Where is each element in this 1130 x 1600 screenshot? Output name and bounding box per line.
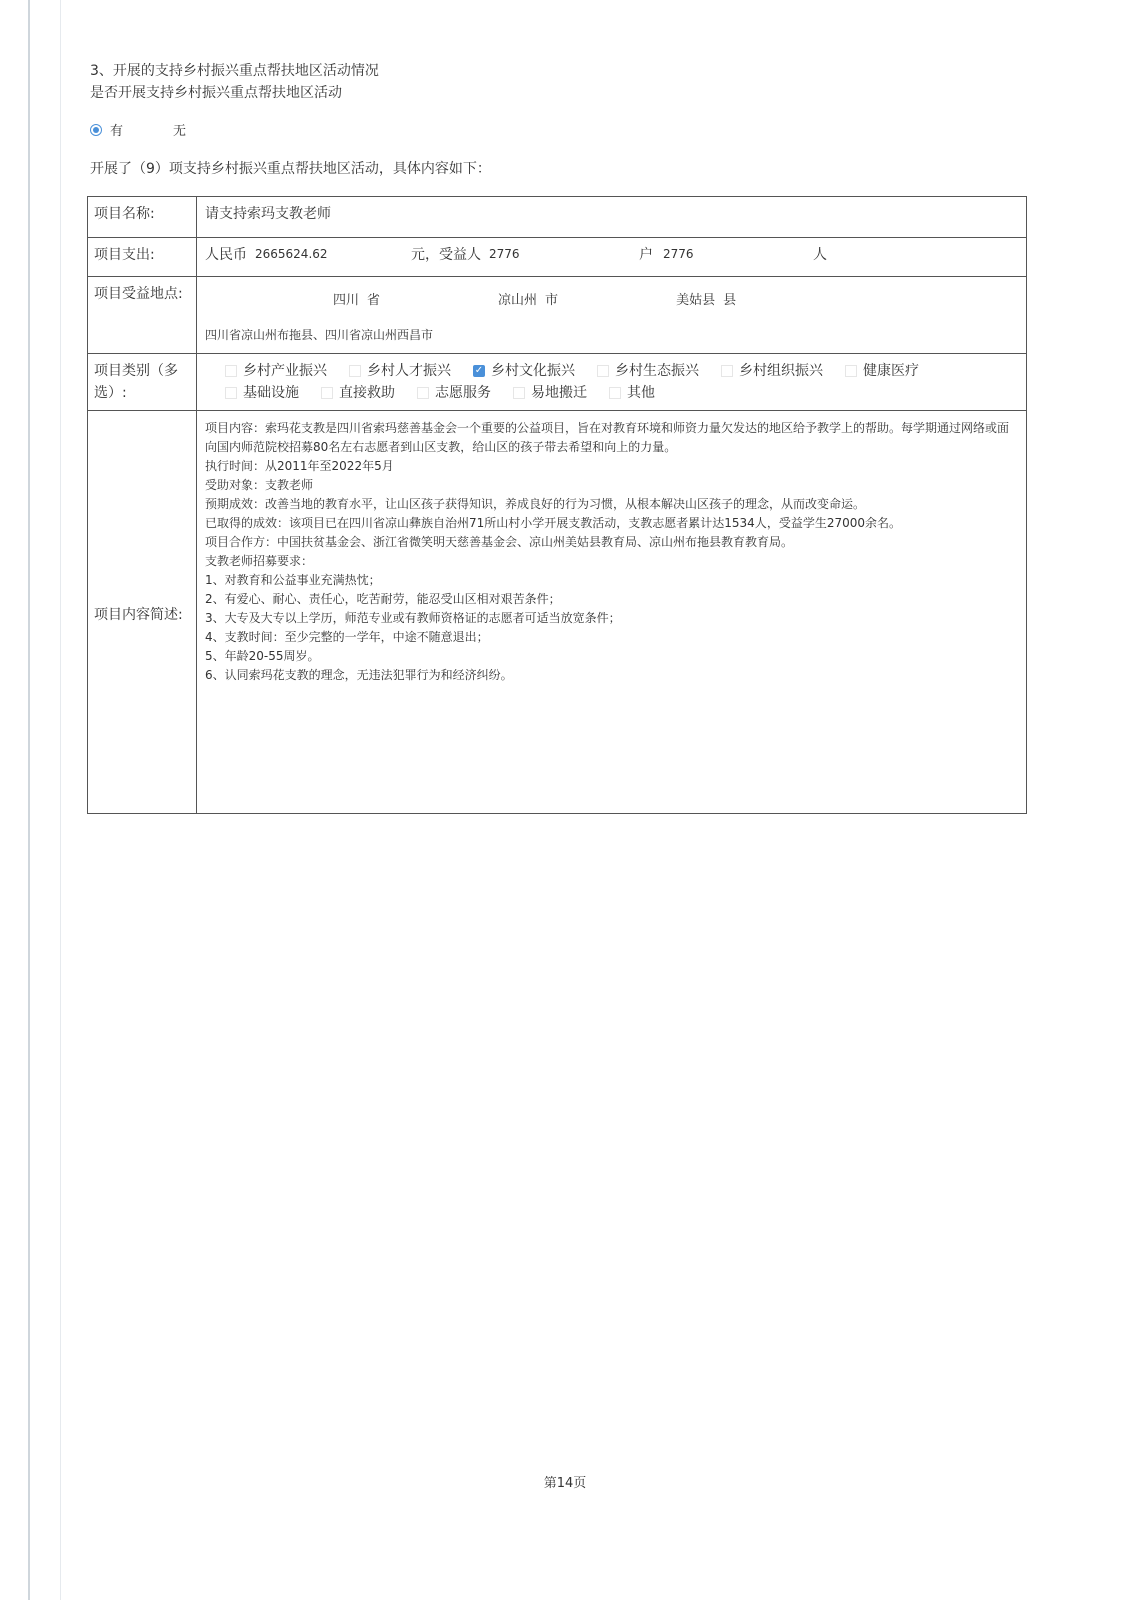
description-line: 项目合作方：中国扶贫基金会、浙江省微笑明天慈善基金会、凉山州美姑县教育局、凉山州布拖县教育教育局。: [205, 535, 794, 549]
section-header: [90, 60, 379, 104]
project-location-label: 项目受益地点:: [88, 277, 197, 354]
project-description-label: 项目内容简述:: [88, 411, 197, 814]
city-value[interactable]: 凉山州: [498, 293, 538, 308]
radio-selected-dot: [93, 127, 99, 133]
project-name-value[interactable]: 请支持索玛支教老师: [197, 197, 1027, 238]
description-text: [205, 417, 1018, 685]
province-value[interactable]: 四川: [333, 293, 360, 308]
checkbox-checked-icon[interactable]: ✓: [474, 365, 484, 376]
section-question: 是否开展支持乡村振兴重点帮扶地区活动: [90, 85, 342, 101]
category-option[interactable]: [845, 360, 919, 382]
category-option-label: 乡村组织振兴: [739, 363, 823, 379]
county-value[interactable]: 美姑县: [676, 293, 716, 308]
page-number: 第14页: [543, 1476, 587, 1491]
section-title: 3、开展的支持乡村振兴重点帮扶地区活动情况: [90, 63, 379, 79]
description-line: 支教老师招募要求：: [205, 554, 314, 568]
checkbox-icon[interactable]: [321, 387, 333, 399]
currency-label: 人民币: [205, 247, 247, 263]
checkbox-icon[interactable]: [845, 365, 857, 377]
scan-edge: [28, 0, 30, 1600]
row-project-category: [88, 354, 1027, 411]
radio-yes-label: 有: [110, 124, 124, 139]
checkbox-icon[interactable]: [225, 387, 237, 399]
checkbox-icon[interactable]: [349, 365, 361, 377]
category-option[interactable]: [597, 360, 699, 382]
radio-yes[interactable]: [90, 124, 102, 136]
household-count[interactable]: 2776: [663, 247, 694, 261]
description-line: 预期成效：改善当地的教育水平，让山区孩子获得知识，养成良好的行为习惯，从根本解决山区孩子的理念，从而改变命运。: [205, 497, 866, 511]
scan-edge-secondary: [60, 0, 61, 1600]
province-unit: 省: [367, 293, 381, 308]
category-option-label: 志愿服务: [435, 385, 491, 401]
category-option[interactable]: [513, 382, 587, 404]
radio-no[interactable]: [153, 124, 165, 136]
category-option[interactable]: [225, 382, 299, 404]
category-option[interactable]: [609, 382, 655, 404]
amount-value[interactable]: 2665624.62: [255, 247, 328, 261]
project-description-value[interactable]: [197, 411, 1027, 814]
category-option-label: 乡村人才振兴: [367, 363, 451, 379]
row-project-name: [88, 197, 1027, 238]
category-option-label: 其他: [627, 385, 655, 401]
checkbox-icon[interactable]: [597, 365, 609, 377]
person-label: 人: [813, 247, 827, 263]
category-option-label: 健康医疗: [863, 363, 919, 379]
description-line: 4、支教时间：至少完整的一学年，中途不随意退出；: [205, 630, 489, 644]
project-form-table: [87, 196, 1027, 814]
category-option-label: 乡村产业振兴: [243, 363, 327, 379]
category-option[interactable]: [721, 360, 823, 382]
yuan-beneficiary-label: 元，受益人: [411, 247, 481, 263]
project-name-label: 项目名称:: [88, 197, 197, 238]
description-line: 5、年龄20-55周岁。: [205, 649, 320, 663]
activity-radio-group: [90, 120, 186, 139]
category-option[interactable]: [473, 360, 575, 382]
description-line: 2、有爱心、耐心、责任心，吃苦耐劳，能忍受山区相对艰苦条件；: [205, 592, 561, 606]
description-line: 6、认同索玛花支教的理念，无违法犯罪行为和经济纠纷。: [205, 668, 513, 682]
checkbox-icon[interactable]: [225, 365, 237, 377]
checkbox-icon[interactable]: [417, 387, 429, 399]
description-line: 项目内容：索玛花支教是四川省索玛慈善基金会一个重要的公益项目，旨在对教育环境和师资力量欠发达的地区给予教学上的帮助。每学期通过网络或面向国内师范院校招募80名左右志愿者到山区支教，给山区的孩子带去希望和向上的力量。: [205, 421, 1010, 454]
beneficiary-count[interactable]: 2776: [489, 247, 520, 261]
project-category-label: 项目类别（多选）:: [88, 354, 197, 411]
description-line: 执行时间：从2011年至2022年5月: [205, 459, 394, 473]
household-label: 户: [639, 247, 653, 263]
category-option-label: 基础设施: [243, 385, 299, 401]
project-expense-value: [197, 238, 1027, 277]
description-line: 已取得的成效：该项目已在四川省凉山彝族自治州71所山村小学开展支教活动，支教志愿者累计达1534人，受益学生27000余名。: [205, 516, 901, 530]
category-option-label: 乡村生态振兴: [615, 363, 699, 379]
description-line: 1、对教育和公益事业充满热忱；: [205, 573, 381, 587]
category-option[interactable]: [321, 382, 395, 404]
county-unit: 县: [723, 293, 737, 308]
row-project-location: [88, 277, 1027, 354]
category-checkbox-group: [225, 360, 1018, 404]
project-expense-label: 项目支出:: [88, 238, 197, 277]
project-category-value: [197, 354, 1027, 411]
category-option-label: 乡村文化振兴: [491, 363, 575, 379]
row-project-description: [88, 411, 1027, 814]
row-project-expense: [88, 238, 1027, 277]
category-option-label: 直接救助: [339, 385, 395, 401]
project-location-value: [197, 277, 1027, 354]
category-option-label: 易地搬迁: [531, 385, 587, 401]
category-option[interactable]: [225, 360, 327, 382]
city-unit: 市: [545, 293, 559, 308]
description-line: 受助对象：支教老师: [205, 478, 314, 492]
description-line: 3、大专及大专以上学历，师范专业或有教师资格证的志愿者可适当放宽条件；: [205, 611, 621, 625]
category-option[interactable]: [417, 382, 491, 404]
checkbox-icon[interactable]: [721, 365, 733, 377]
activity-count-line: 开展了（9）项支持乡村振兴重点帮扶地区活动，具体内容如下：: [90, 161, 491, 177]
location-detail[interactable]: 四川省凉山州布拖县、四川省凉山州西昌市: [205, 328, 434, 342]
radio-no-label: 无: [173, 124, 187, 139]
checkbox-icon[interactable]: [513, 387, 525, 399]
category-option[interactable]: [349, 360, 451, 382]
checkbox-icon[interactable]: [609, 387, 621, 399]
